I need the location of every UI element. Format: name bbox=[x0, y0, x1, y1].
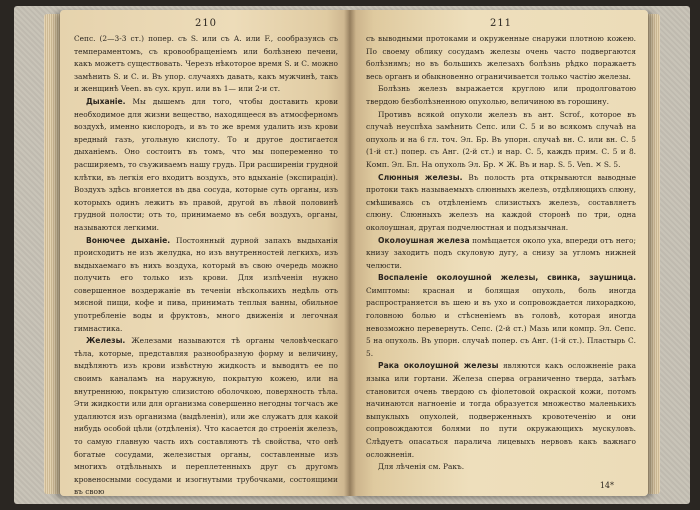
section-term: Дыханіе. bbox=[86, 96, 126, 106]
section-term: Воспаленіе околоушной железы, свинка, заушница. bbox=[378, 273, 636, 283]
printer-signature: 14* bbox=[599, 481, 614, 490]
paragraph bbox=[366, 172, 636, 235]
paragraph-text: Постоянный дурной запахъ выдыханія происходитъ не изъ желудка, но изъ внутренностей легкихъ, изъ выдыхаемаго въ нихъ воздуха, который въ свою очередь можно получить его только изъ крови. Для излѣченія нужно совершенное воздержаніе въ теченіи нѣсколькихъ недѣль отъ мясной пищи, кофе и пива, принимать теплыя ванны, обильное употребленіе воды и фруктовъ, много движенія и легочная гимнастика. bbox=[74, 235, 338, 333]
page-number: 211 bbox=[489, 18, 513, 29]
paragraph bbox=[74, 33, 338, 96]
paragraph bbox=[74, 96, 338, 235]
section-term: Рака околоушной железы bbox=[378, 361, 499, 371]
paragraph bbox=[74, 335, 338, 496]
section-term: Слюнныя железы. bbox=[378, 172, 463, 182]
section-term: Вонючее дыханіе. bbox=[86, 235, 171, 245]
paragraph-text: являются какъ осложненіе рака языка или гортани. Железа сперва ограниченно тверда, затѣмъ становится очень твердою съ фіолетовой окраской кожи, потомъ начинаются нагноеніе и тогда образуется множество маленькихъ выпуклыхъ опухолей, подверженныхъ кровотеченію и они сопровождаются болями по пути окружающихъ мускуловъ. Слѣдуетъ опасаться паралича лицевыхъ нервовъ какъ важнаго осложненія. bbox=[366, 361, 636, 459]
right-page bbox=[350, 10, 648, 496]
section-term: Околоушная железа bbox=[378, 235, 470, 245]
paragraph bbox=[366, 83, 636, 108]
paragraph-text: Мы дышемъ для того, чтобы доставить крови необходимое для жизни вещество, находящееся въ атмосферномъ воздухѣ, именно кислородъ, и въ то же время удалить изъ крови вредный газъ, угольную кислоту. То и другое достигается дыханіемъ. Оно состоитъ въ томъ, что мы попеременно то расширяемъ, то съуживаемъ нашу грудь. При расширеніи грудной клѣтки, въ легкія его входитъ воздухъ, это вдыханіе (экспирація). Воздухъ здѣсь вгоняется въ два сосуда, которые суть органы, изъ которыхъ одинъ лежитъ въ правой, другой въ лѣвой половинѣ грудной полости; отъ то, принимаемо въ себя воздухъ, органы, называются легкими. bbox=[74, 96, 338, 232]
paragraph bbox=[74, 235, 338, 336]
paragraph bbox=[366, 461, 636, 474]
page-edges-right bbox=[646, 14, 660, 494]
paragraph bbox=[366, 360, 636, 461]
paragraph bbox=[366, 272, 636, 360]
book-gutter bbox=[344, 10, 356, 496]
paragraph-text: Для лѣченія см. Ракъ. bbox=[378, 462, 465, 472]
paragraph-text: Сепс. (2—3-3 ст.) попер. съ S. или съ А. или F., сообразуясь съ темпераментомъ, съ кровообращеніемъ или болѣзнею печени, какъ можетъ существовать. Черезъ нѣкоторое время S. и С. можно замѣнить S. и С. и. Въ упор. случаяхъ давать, какъ мужчинѣ, такъ и женщинѣ Veen. въ сух. круп. или въ 1— или 2-и ст. bbox=[74, 34, 338, 94]
page-text bbox=[366, 33, 636, 474]
paragraph bbox=[366, 109, 636, 172]
paragraph-text: Болѣзнь железъ выражается круглою или продолговатою твердою безболѣзненною опухолью, величиною въ горошину. bbox=[366, 84, 636, 106]
paragraph bbox=[366, 235, 636, 273]
page-text bbox=[74, 33, 338, 496]
paragraph bbox=[366, 33, 636, 83]
paragraph-text: помѣщается около уха, впереди отъ него; книзу заходитъ подъ скуловую дугу, а снизу за угломъ нижней челюсти. bbox=[366, 235, 636, 270]
paragraph-text: съ выводными протоками и окруженные снаружи плотною кожею. По своему облику сосудамъ железы очень часто подвергаются болѣзнямъ; но въ большихъ железахъ болѣзнь рѣдко поражаетъ весь органъ и обыкновенно ограничивается только частію железы. bbox=[366, 34, 636, 81]
section-term: Железы. bbox=[86, 336, 126, 346]
page-number: 210 bbox=[194, 18, 218, 29]
left-page bbox=[60, 10, 350, 496]
paragraph-text: Железами называются тѣ органы человѣческаго тѣла, которые, представляя разнообразную форму и величину, выдѣляютъ изъ крови извѣстную жидкость и выводятъ ее по своимъ каналамъ на наружную, покрытую кожею, или на внутреннюю, покрытую слизистою оболочкою, поверхность тѣла. Эти жидкости или для организма совершенно негодны тогчасъ же удаляются изъ организма (выдѣленія), или же служатъ для какой нибудь особой цѣли (отдѣленія). Что касается до строенія железъ, то самую главную часть ихъ составляютъ тѣ свойства, что онѣ богатые сосудами, железистыя органы, составленные изъ многихъ отдѣльныхъ и переплетенныхъ друг съ другомъ кровеносными сосудами и изогнутыми трубочками, состоящими въ свою bbox=[74, 336, 339, 496]
paragraph-text: Противъ всякой опухоли железъ въ ант. Scrof., которое въ случаѣ неуспѣха замѣнить Сепс. или С. 5 и во всякомъ случаѣ на опухоль и на 6 гл. точ. Эл. Бр. Въ упорн. случаѣ вн. С. или вн. С. 5 (1-й ст.) попер. съ Анг. (2-й ст.) и нар. С. 5, каждъ прим. С. 5 и 8. Комп. Эл. Бл. На опухоль Эл. Бр. ✕ Ж. Въ и нар. S. 5. Ven. ✕ S. 5. bbox=[366, 109, 636, 169]
paragraph-text: Въ полость рта открываются выводные протоки такъ называемыхъ слюнныхъ железъ, отдѣляющихъ слюну, смѣшиваясь съ отдѣленіемъ слизистыхъ железъ, составляетъ слюну. Слюнныхъ железъ на каждой сторонѣ по три, одна околоушная, другая подчелюстная и подъязычная. bbox=[366, 172, 636, 232]
paragraph-text: Симптомы: красная и болящая опухоль, боль иногда распространяется въ шею и въ ухо и сопровождается лихорадкою, головною болью и стѣсненіемъ въ головѣ, которая иногда невозможно перевернуть. Сепс. (2-й ст.) Мазь или компр. Эл. Сепс. 5 на опухоль. Въ упорн. случаѣ попер. съ Анг. (1-й ст.). Пластырь С. 5. bbox=[366, 285, 636, 358]
